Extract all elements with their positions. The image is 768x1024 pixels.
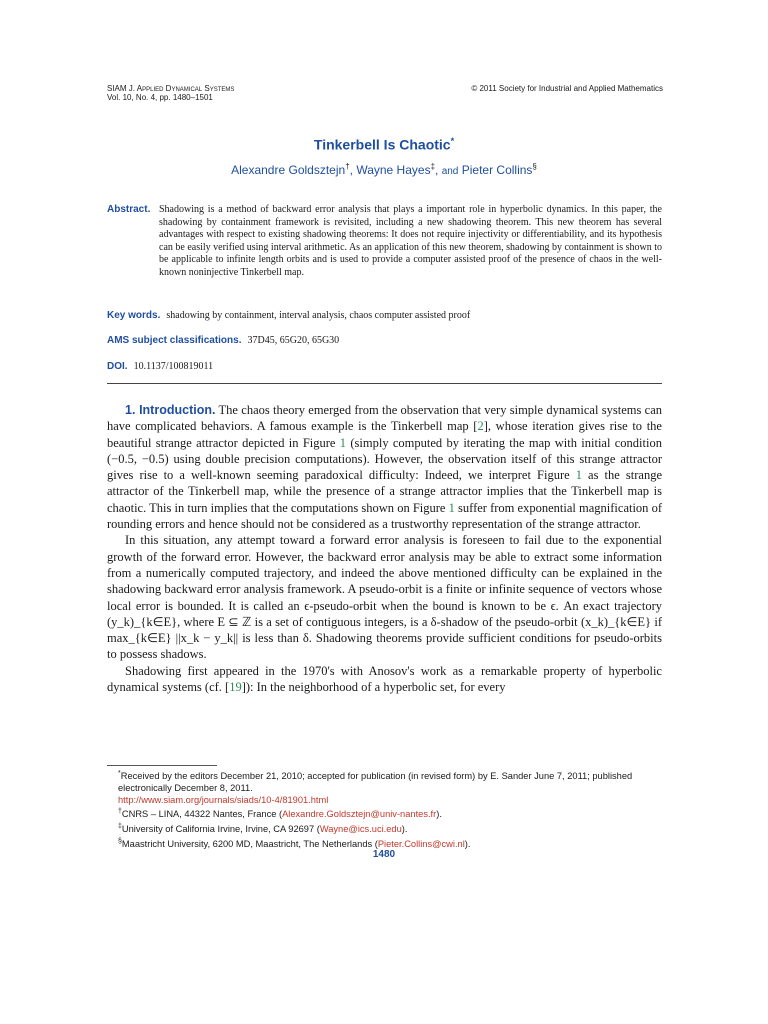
paragraph-3 — [107, 663, 662, 696]
doi — [107, 361, 213, 372]
keywords-label: Key words. — [107, 310, 161, 321]
footnote-1-text: Received by the editors December 21, 2010; accepted for publication (in revised form) by E. Sander June 7, 2011; published electronically December 8, 2011. — [118, 771, 633, 793]
figure-link[interactable]: 1 — [339, 435, 347, 450]
journal-header — [107, 84, 234, 102]
footnotes — [107, 768, 662, 851]
copyright-notice: © 2011 Society for Industrial and Applied Mathematics — [471, 84, 663, 93]
section-heading: 1. Introduction. — [125, 403, 216, 417]
abstract-label: Abstract. — [107, 204, 151, 215]
footnote-4-close: ). — [464, 838, 471, 849]
footnote-divider — [107, 765, 217, 766]
footnote-1 — [107, 768, 662, 795]
section-divider — [107, 383, 662, 384]
ams-classifications — [107, 335, 339, 346]
author-3: Pieter Collins — [461, 163, 533, 177]
footnote-4-text: Maastricht University, 6200 MD, Maastricht, The Netherlands ( — [121, 838, 378, 849]
p1-text-8: suffer from exponential magnification of rounding errors and hence should not be considered as a trustworthy representation of the strange attractor. — [107, 500, 662, 532]
footnote-3-close: ). — [401, 824, 408, 835]
citation-link[interactable]: 2 — [477, 419, 484, 434]
footnote-2-text: CNRS – LINA, 44322 Nantes, France ( — [121, 809, 283, 820]
author-1-mark: † — [345, 162, 350, 171]
author-2-mark: ‡ — [430, 162, 436, 171]
footnote-3-mark: ‡ — [118, 823, 122, 830]
journal-volume: Vol. 10, No. 4, pp. 1480–1501 — [107, 93, 213, 102]
author-list: Alexandre Goldsztejn†, Wayne Hayes‡, and Pieter Collins§ — [231, 162, 537, 177]
author-3-mark: § — [532, 162, 537, 171]
figure-link[interactable]: 1 — [448, 500, 455, 515]
footnote-1-mark: * — [118, 770, 121, 777]
journal-name: SIAM J. Applied Dynamical Systems — [107, 84, 235, 93]
email-link-collins[interactable]: Pieter.Collins@cwi.nl — [377, 838, 465, 849]
p3-text-2: ]): In the neighborhood of a hyperbolic set, for every — [241, 680, 506, 695]
footnote-3-text: University of California Irvine, Irvine, CA 92697 ( — [121, 824, 320, 835]
ams-text: 37D45, 65G20, 65G30 — [247, 335, 340, 346]
ams-label: AMS subject classifications. — [107, 335, 242, 346]
paper-body — [107, 402, 662, 695]
page-number: 1480 — [372, 849, 396, 860]
keywords — [107, 310, 470, 321]
title-footnote-mark: * — [450, 136, 455, 146]
figure-link[interactable]: 1 — [575, 468, 582, 483]
footnote-1-url-line — [107, 795, 662, 807]
citation-link[interactable]: 19 — [229, 680, 242, 695]
p1-text-0: The chaos theory emerged from the observation that very simple dynamical systems can have complicated behaviors. A famous example is the Tinkerbell map [ — [107, 403, 662, 434]
keywords-text: shadowing by containment, interval analysis, chaos computer assisted proof — [166, 310, 471, 321]
abstract-text: Shadowing is a method of backward error analysis that plays a important role in hyperbolic dynamics. In this paper, the shadowing by containment framework is revisited, including a new shadowing theorem. This new theorem has several advantages with respect to existing shadowing theorems: It does not require injectivity or differentiability, and its hypothesis can be easily verified using interval arithmetic. As an application of this new theorem, shadowing by containment is shown to be applicable to infinite length orbits and is used to provide a computer assisted proof of the presence of chaos in the well-known noninjective Tinkerbell map. — [159, 204, 662, 278]
email-link-goldsztejn[interactable]: Alexandre.Goldsztejn@univ-nantes.fr — [282, 809, 437, 820]
author-1: Alexandre Goldsztejn — [231, 163, 346, 177]
author-and: and — [441, 166, 459, 177]
paragraph-1 — [107, 402, 662, 532]
author-2: Wayne Hayes — [356, 163, 431, 177]
p3-text-0: Shadowing first appeared in the 1970's with Anosov's work as a remarkable property of hyperbolic dynamical systems (cf. [ — [107, 663, 662, 695]
p1-text-6: as the strange attractor of the Tinkerbell map, while the presence of a strange attractor implies that the Tinkerbell map is chaotic. This in turn implies that the computations shown on Figure — [107, 468, 662, 515]
doi-label: DOI. — [107, 361, 128, 372]
email-link-hayes[interactable]: Wayne@ics.uci.edu — [319, 824, 402, 835]
footnote-url-link[interactable]: http://www.siam.org/journals/siads/10-4/81901.html — [118, 794, 329, 805]
abstract — [107, 204, 662, 279]
doi-text: 10.1137/100819011 — [133, 361, 214, 372]
p1-text-2: ], whose iteration gives rise to the beautiful strange attractor depicted in Figure — [107, 419, 662, 450]
paper-title-text: Tinkerbell Is Chaotic — [313, 136, 451, 153]
footnote-3 — [107, 821, 662, 836]
footnote-2 — [107, 806, 662, 821]
paragraph-2: In this situation, any attempt toward a forward error analysis is foreseen to fail due to the exponential growth of the forward error. However, the backward error analysis may be able to extract some information from a numerically computed trajectory, and indeed the above mentioned difficulty can be explained in the shadowing backward error analysis framework. A pseudo-orbit is a finite or infinite sequence of vectors whose local error is bounded. It is called an ϵ-pseudo-orbit when the bound is known to be ϵ. An exact trajectory (y_k)_{k∈E}, where E ⊆ ℤ is a set of contiguous integers, is a δ-shadow of the pseudo-orbit (x_k)_{k∈E} if max_{k∈E} ||x_k − y_k|| is less than δ. Shadowing theorems provide sufficient conditions for pseudo-orbits to possess shadows. — [107, 533, 662, 662]
p1-text-4: (simply computed by iterating the map with initial condition (−0.5, −0.5) using double precision computations). However, the observation itself of this strange attractor gives rise to a well-known seeming paradoxical difficulty: Indeed, we interpret Figure — [107, 435, 662, 483]
footnote-4-mark: § — [118, 837, 122, 845]
paper-title — [0, 136, 768, 153]
footnote-2-close: ). — [436, 809, 442, 820]
footnote-2-mark: † — [118, 808, 122, 816]
